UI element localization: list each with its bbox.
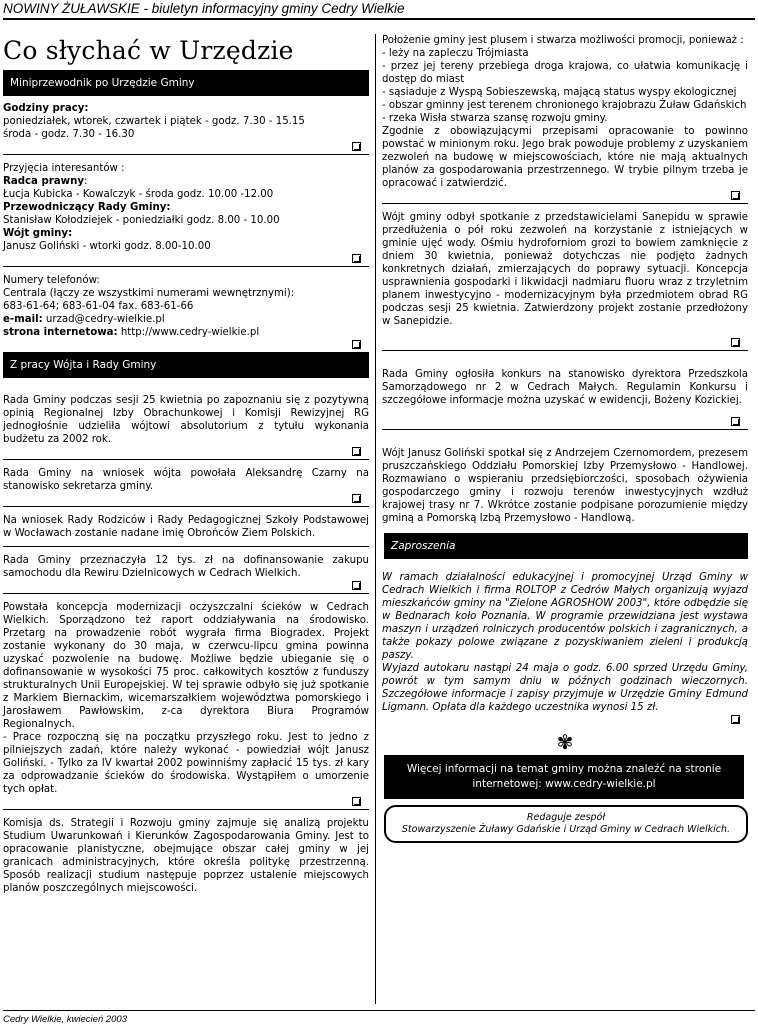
reception-intro: Przyjęcia interesantów :	[3, 163, 125, 174]
list-item: - sąsiaduje z Wyspą Sobieszewską, mającą status wyspy ekologicznej	[382, 87, 737, 98]
news-item	[3, 817, 369, 908]
news-item	[3, 554, 369, 594]
contact-block	[3, 274, 369, 352]
section-bar-guide: Miniprzewodnik po Urzędzie Gminy	[3, 70, 369, 96]
phones-line-2: 683-61-64; 683-61-04 fax. 683-61-66	[3, 301, 194, 312]
email-label: e-mail:	[3, 314, 43, 325]
hours-label: Godziny pracy:	[3, 103, 89, 114]
news-item	[3, 394, 369, 460]
hours-line-2: środa - godz. 7.30 - 16.30	[3, 129, 135, 140]
section-bar-invitations: Zaproszenia	[384, 533, 748, 559]
news-item	[3, 601, 369, 810]
end-mark-icon	[352, 494, 361, 503]
website-link[interactable]: http://www.cedry-wielkie.pl	[117, 327, 260, 338]
phones-line-1: Centrala (łączy ze wszystkimi numerami wewnętrznymi):	[3, 288, 295, 299]
news-text: Wójt gminy odbył spotkanie z przedstawicielami Sanepidu w sprawie przedłużenia o pół roku zezwoleń na korzystanie z istniejących w gminie ujęć wody. Ośmiu hydroforniom grozi to bowiem zamknięcie z dniem 30 kwietnia, ponieważ dotychczas nie podjęto żadnych konkretnych działań, zmierzających do poprawy sytuacji. Koncepcja usprawnienia gospodarki i likwidacji nadmiaru fluoru wraz z trzyletnim planem inwestycyjno - modernizacyjnym była przedmiotem obrad RG podczas sesji 25 kwietnia. Zatwierdzony projekt zostanie przedłożony w Sanepidzie.	[382, 212, 748, 327]
hours-line-1: poniedziałek, wtorek, czwartek i piątek - godz. 7.30 - 15.15	[3, 116, 305, 127]
end-mark-icon	[731, 715, 740, 724]
end-mark-icon	[352, 797, 361, 806]
end-mark-icon	[731, 191, 740, 200]
mayor-label: Wójt gminy:	[3, 228, 73, 239]
news-text: Komisja ds. Strategii i Rozwoju gminy zajmuje się analizą projektu Studium Uwarunkowań i Kierunków Zagospodarowania Gminy. Jest to opracowanie planistyczne, obejmujące obszar całej gminy w jej granicach administracyjnych, które określa politykę przestrzenną. Sposób realizacji studium następuje poprzez ustalenie miejscowych planów poszczególnych miejscowości.	[3, 818, 369, 894]
editorial-box	[384, 805, 748, 843]
left-column	[3, 34, 369, 908]
news-item	[3, 514, 369, 547]
office-hours-block	[3, 102, 369, 155]
invitation-item	[382, 571, 748, 727]
radca-label: Radca prawny	[3, 176, 84, 187]
list-item: - obszar gminny jest terenem chronionego krajobrazu Żuław Gdańskich	[382, 100, 747, 111]
news-text: Rada Gminy ogłosiła konkurs na stanowisko dyrektora Przedszkola Samorządowego nr 2 w Cedrach Małych. Regulamin Konkursu i szczegółowe informacje można uzyskać w ewidencji, Bożeny Kozickiej.	[382, 369, 748, 406]
list-item: - przez jej tereny przebiega droga krajowa, co ułatwia komunikację i dostęp do miast	[382, 61, 748, 85]
flower-ornament-icon: ✾	[556, 730, 574, 754]
news-text: Na wniosek Rady Rodziców i Rady Pedagogicznej Szkoły Podstawowej w Wocławach zostanie nadane imię Obrońców Ziem Polskich.	[3, 515, 369, 539]
radca-text: Łucja Kubicka - Kowalczyk - środa godz. 10.00 -12.00	[3, 189, 274, 200]
news-text: Wójt Janusz Goliński spotkał się z Andrzejem Czernomordem, prezesem pruszczańskiego Oddziału Pomorskiej Izby Przemysłowo - Handlowej. Rozmawiano o wspieraniu przedsiębiorczości, sposobach ożywienia gospodarczego gminy i rozwoju terenów inwestycyjnych wzdłuż krajowej trasy nr 7. Wkrótce zostanie podpisane porozumienie między gminą a Pomorską Izbą Przemysłowo - Handlową.	[382, 448, 748, 524]
bulletin-header: NOWINY ŻUŁAWSKIE - biuletyn informacyjny gminy Cedry Wielkie	[3, 0, 755, 20]
invitation-text: Wyjazd autokaru nastąpi 24 maja o godz. 6.00 sprzed Urzędu Gminy, powrót w tym samym dniu w późnych godzinach wieczornych. Szczegółowe informacje i zapisy przyjmuje w Urzędzie Gminy Edmund Ligmann. Opłata dla każdego uczestnika wynosi 15 zł.	[382, 663, 748, 713]
end-mark-icon	[352, 142, 361, 151]
news-item	[382, 447, 748, 533]
website-label: strona internetowa:	[3, 327, 118, 338]
end-mark-icon	[352, 254, 361, 263]
news-text: Powstała koncepcja modernizacji oczyszczalni ścieków w Cedrach Wielkich. Sporządzono też raport oddziaływania na środowisko. Przetarg na prowadzenie robót wygrała firma Biogradex. Projekt zostanie wykonany do 30 maja, w czerwcu-lipcu gmina powinna uzyskać pozwolenie na budowę. Możliwe będzie ubieganie się o dofinansowanie w wysokości 75 proc. całkowitych kosztów z funduszy strukturalnych Unii Europejskiej. W tej sprawie odbyło się już spotkanie z Markiem Biernackim, wicemarszałkiem województwa pomorskiego i Jarosławem Pawłowskim, z-ca dyrektora Biura Programów Regionalnych.	[3, 602, 369, 730]
news-text: Rada Gminy podczas sesji 25 kwietnia po zapoznaniu się z pozytywną opinią Regionalnej Izby Obrachunkowej i Komisji Rewizyjnej RG jednogłośnie udzieliła wójtowi absolutorium z tytułu wykonania budżetu za 2002 rok.	[3, 395, 369, 445]
editor-line-2: Stowarzyszenie Żuławy Gdańskie i Urząd Gminy w Cedrach Wielkich.	[401, 824, 731, 835]
phones-label: Numery telefonów:	[3, 275, 100, 286]
right-column	[382, 34, 748, 843]
mayor-text: Janusz Goliński - wtorki godz. 8.00-10.00	[3, 241, 211, 252]
end-mark-icon	[352, 581, 361, 590]
editor-line-1: Redaguje zespół	[526, 812, 606, 823]
chairman-text: Stanisław Kołodziejek - poniedziałki godz. 8.00 - 10.00	[3, 215, 280, 226]
email-link[interactable]: urzad@cedry-wielkie.pl	[42, 314, 165, 325]
invitation-text: W ramach działalności edukacyjnej i promocyjnej Urząd Gminy w Cedrach Wielkich i firma ROLTOP z Cedrów Małych organizują wyjazd mieszkańców gminy na "Zielone AGROSHOW 2003", które odbędzie się w Bednarach koło Poznania. W programie przewidziana jest wystawa maszyn i urządzeń rolniczych producentów polskich i zagranicznych, a także pokazy polowe związane z pozyskiwaniem zieleni i produkcją paszy.	[382, 572, 748, 661]
news-text: Rada Gminy przeznaczyła 12 tys. zł na dofinansowanie zakupu samochodu dla Rewiru Dzielnicowych w Cedrach Wielkich.	[3, 555, 369, 579]
footer-rule	[3, 1010, 755, 1011]
website-info-box: Więcej informacji na temat gminy można znaleźć na stronie internetowej: www.cedry-wielkie.pl	[384, 755, 744, 799]
end-mark-icon	[352, 340, 361, 349]
reception-block: Przyjęcia interesantów : Radca prawny: Łucja Kubicka - Kowalczyk - środa godz. 10.00 -12.00 Przewodniczący Rady Gminy: Stanisław Kołodziejek - poniedziałki godz. 8.00 - 10.00 Wójt gminy: Janusz Goliński - wtorki godz. 8.00-10.00	[3, 162, 369, 267]
news-text: - Prace rozpoczną się na początku przyszłego roku. Jest to jedno z pilniejszych zadań, które należy wykonać - powiedział wójt Janusz Goliński. - Tylko za IV kwartał 2002 powinniśmy zapłacić 15 tys. zł kary za odprowadzanie ścieków do środowiska. Wystąpiłem o umorzenie tych opłat.	[3, 732, 369, 795]
news-text: Rada Gminy na wniosek wójta powołała Aleksandrę Czarny na stanowisko sekretarza gminy.	[3, 468, 369, 492]
page-footer: Cedry Wielkie, kwiecień 2003	[3, 1014, 127, 1025]
chairman-label: Przewodniczący Rady Gminy:	[3, 202, 171, 213]
news-item	[382, 368, 748, 430]
end-mark-icon	[352, 447, 361, 456]
section-title: Co słychać w Urzędzie	[3, 36, 294, 65]
list-item: - leży na zapleczu Trójmiasta	[382, 48, 529, 59]
news-item	[382, 211, 748, 351]
end-mark-icon	[731, 417, 740, 426]
column-divider	[375, 34, 376, 1004]
news-item	[3, 467, 369, 507]
news-item	[382, 34, 748, 204]
end-mark-icon	[731, 338, 740, 347]
news-text: Zgodnie z obowiązującymi przepisami opracowanie to powinno powstać w minionym roku. Jego brak powoduje problemy z uzyskaniem zezwoleń na budowę w miejscowościach, które nie mają aktualnych planów za gospodarowania przestrzennego. W trybie pilnym trzeba je opracować i zatwierdzić.	[382, 126, 748, 189]
section-bar-council: Z pracy Wójta i Rady Gminy	[3, 352, 369, 378]
list-item: - rzeka Wisła stwarza szansę rozwoju gminy.	[382, 113, 608, 124]
news-text: Położenie gminy jest plusem i stwarza możliwości promocji, ponieważ :	[382, 35, 744, 46]
